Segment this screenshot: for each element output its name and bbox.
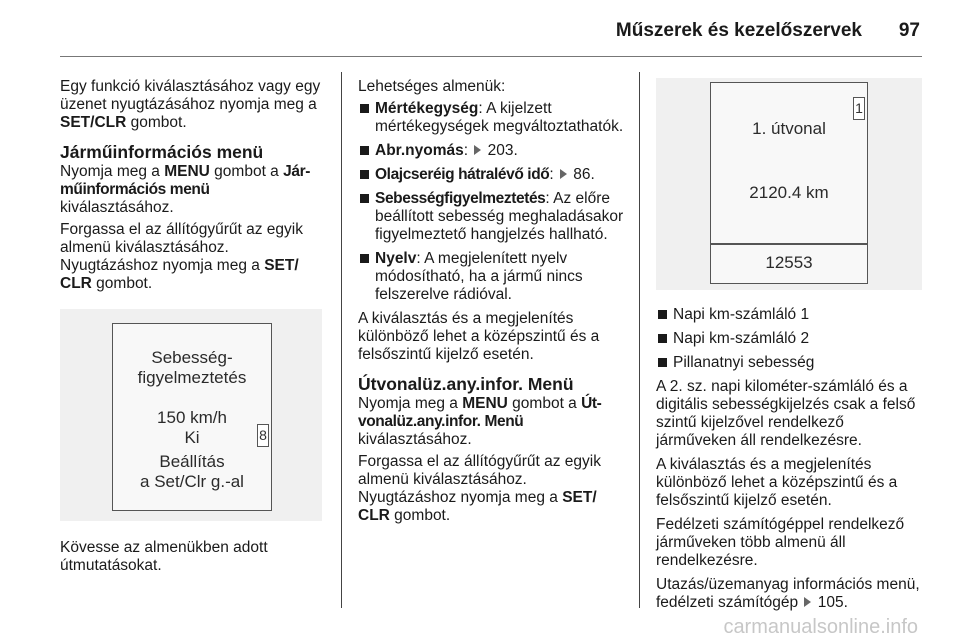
- submenu-list: [358, 100, 630, 304]
- triangle-right-icon: [804, 597, 811, 607]
- display-line: Ki: [184, 428, 200, 447]
- trip-counter-note: A 2. sz. napi kilométer-számláló és a digitális sebességkijelzés csak a felső szintű kijelzővel rendelkező járműveken áll rendelkezésre.: [656, 378, 916, 449]
- display-line: 12553: [765, 253, 813, 272]
- section-heading-trip-info: Útvonalüz.any.infor. Menü: [358, 374, 574, 394]
- triangle-right-icon: [560, 169, 567, 179]
- square-bullet-icon: [658, 334, 667, 343]
- triangle-right-icon: [474, 145, 481, 155]
- page-title: Műszerek és kezelőszervek: [615, 20, 862, 41]
- submenu-instruction: Kövesse az almenükben adott útmutatásokat.: [60, 539, 268, 574]
- display-line: 1. útvonal: [752, 119, 826, 138]
- display-line: a Set/Clr g.-al: [140, 472, 244, 491]
- confirm-instruction: Nyugtázáshoz nyomja meg a SET/ CLR gombot.: [60, 257, 299, 292]
- header-rule: [60, 56, 922, 57]
- square-bullet-icon: [658, 358, 667, 367]
- menu-instruction: Nyomja meg a MENU gombot a Jár-műinformációs menü kiválasztásához.: [60, 163, 310, 216]
- list-item: Mértékegység: A kijelzett mértékegységek megváltoztathatók.: [358, 100, 630, 136]
- display-line: 150 km/h: [157, 408, 227, 427]
- display-line: Beállítás: [159, 452, 225, 471]
- display-line: Sebesség-: [151, 348, 233, 367]
- section-heading-vehicle-info: Járműinformációs menü: [60, 142, 264, 162]
- display-line: 2120.4 km: [749, 183, 829, 202]
- square-bullet-icon: [360, 194, 369, 203]
- watermark-text: carmanualsonline.info: [723, 616, 918, 638]
- square-bullet-icon: [360, 146, 369, 155]
- display-frame: [112, 323, 272, 511]
- square-bullet-icon: [360, 254, 369, 263]
- selection-note: A kiválasztás és a megjelenítés különböző lehet a középszintű és a felsőszintű kijelző esetén.: [358, 310, 600, 363]
- column-divider-2: [639, 72, 640, 608]
- square-bullet-icon: [360, 170, 369, 179]
- trip-submenu-list: [656, 306, 924, 372]
- list-item: Nyelv: A megjelenített nyelv módosítható, ha a jármű nincs felszerelve rádióval.: [358, 250, 630, 304]
- square-bullet-icon: [658, 310, 667, 319]
- display-line: figyelmeztetés: [137, 368, 247, 387]
- ring-instruction: Forgassa el az állítógyűrűt az egyik almenü kiválasztásához.: [60, 221, 303, 256]
- watermark-footer: [0, 616, 960, 642]
- menu-page-badge: 8: [257, 424, 269, 447]
- page-number: 97: [898, 20, 920, 41]
- list-item: Olajcseréig hátralévő idő: 86.: [358, 166, 630, 184]
- list-item: Napi km-számláló 1: [656, 306, 924, 324]
- page-header: [600, 14, 920, 50]
- column-2: [358, 78, 630, 531]
- menu-page-badge: 1: [853, 97, 865, 120]
- menu-instruction: Nyomja meg a MENU gombot a Út-vonalüz.any.infor. Menü kiválasztásához.: [358, 395, 602, 448]
- display-frame: [710, 82, 868, 284]
- ring-instruction: Forgassa el az állítógyűrűt az egyik almenü kiválasztásához.: [358, 453, 601, 488]
- list-item: Sebességfigyelmeztetés: Az előre beállított sebesség meghaladásakor figyelmeztető hangjelzés hallható.: [358, 190, 630, 244]
- list-item: Pillanatnyi sebesség: [656, 354, 924, 372]
- submenu-lead: Lehetséges almenük:: [358, 78, 506, 95]
- square-bullet-icon: [360, 104, 369, 113]
- computer-note: Fedélzeti számítógéppel rendelkező járműveken több almenü áll rendelkezésre.: [656, 516, 905, 569]
- selection-note: A kiválasztás és a megjelenítés különböző lehet a középszintű és a felsőszintű kijelző esetén.: [656, 456, 898, 509]
- trip-fuel-reference: Utazás/üzemanyag információs menü, fedélzeti számítógép 105.: [656, 576, 920, 611]
- column-3: [656, 78, 924, 618]
- list-item: Napi km-számláló 2: [656, 330, 924, 348]
- list-item: Abr.nyomás: 203.: [358, 142, 630, 160]
- trip-display-image: [656, 78, 922, 290]
- speed-warning-display-image: [60, 309, 322, 521]
- column-divider-1: [341, 72, 342, 608]
- display-separator: [711, 243, 867, 245]
- confirm-instruction: Nyugtázáshoz nyomja meg a SET/ CLR gombot.: [358, 489, 597, 524]
- column-1: [60, 78, 328, 581]
- intro-paragraph: Egy funkció kiválasztásához vagy egy üzenet nyugtázásához nyomja meg a SET/CLR gombot.: [60, 78, 321, 131]
